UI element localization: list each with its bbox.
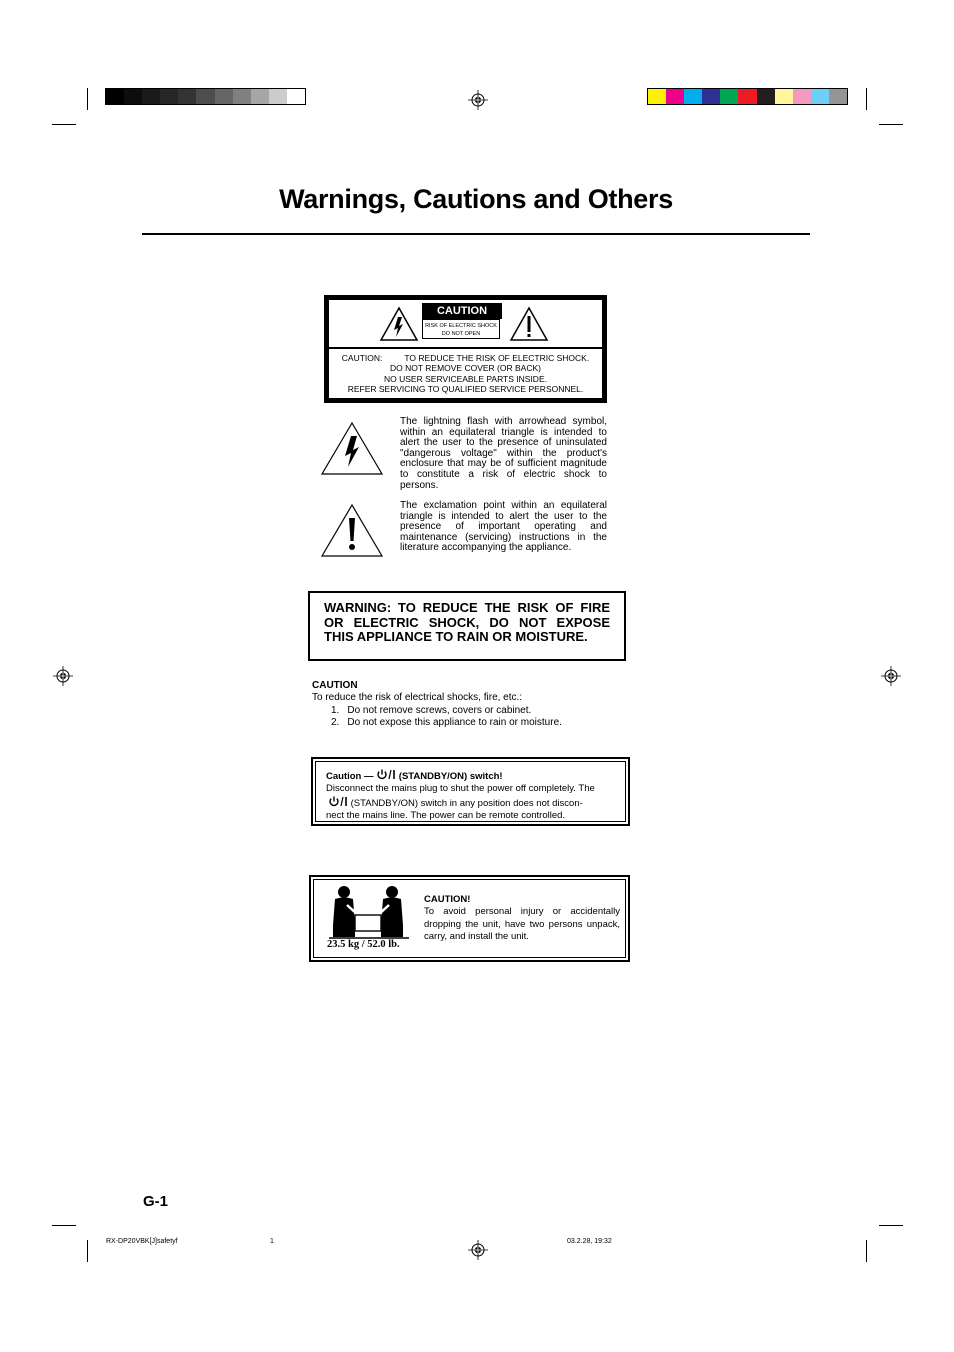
color-swatch (757, 89, 775, 104)
caution-prefix: CAUTION: (341, 353, 383, 363)
caution-section-intro: To reduce the risk of electrical shocks, fire, etc.: (312, 692, 523, 703)
color-swatch (720, 89, 738, 104)
lifting-caution-box (309, 875, 630, 962)
lightning-triangle-icon (320, 420, 384, 476)
registration-target-icon (881, 666, 901, 686)
color-swatch (269, 89, 287, 104)
caution-line-4: REFER SERVICING TO QUALIFIED SERVICE PERSONNEL. (347, 383, 584, 394)
color-swatch (106, 89, 124, 104)
lifting-text: To avoid personal injury or accidentally dropping the unit, have two persons unpack, carry, and install the unit. (424, 906, 620, 942)
color-swatch (738, 89, 756, 104)
standby-line-1: Disconnect the mains plug to shut the power off completely. The (326, 783, 595, 795)
caution-line-3: NO USER SERVICEABLE PARTS INSIDE. (384, 373, 547, 384)
caution-label-box (324, 295, 607, 403)
caution-list-item (331, 717, 562, 729)
two-person-lift-icon (327, 885, 411, 941)
color-swatch (811, 89, 829, 104)
footer-filename: RX-DP20VBK[J]safetyf (106, 1238, 178, 1245)
standby-caution-box (311, 757, 630, 826)
caution-list-item (331, 705, 531, 717)
color-swatch (251, 89, 269, 104)
power-standby-icon (376, 769, 396, 780)
standby-text (326, 769, 616, 822)
caution-line-1 (329, 353, 602, 363)
registration-target-icon (468, 90, 488, 110)
exclamation-explanation: The exclamation point within an equilateral triangle is intended to alert the user to the presence of important operating and maintenance (servicing) instructions in the literature accompanying the appliance. (400, 500, 607, 554)
weight-label: 23.5 kg / 52.0 lb. (327, 939, 400, 950)
caution-section-heading: CAUTION (312, 680, 358, 691)
registration-target-icon (468, 1240, 488, 1260)
color-swatch (215, 89, 233, 104)
caution-heading: CAUTION (422, 303, 502, 319)
list-number: 2. (331, 717, 340, 728)
standby-line-3: nect the mains line. The power can be remote controlled. (326, 809, 566, 821)
standby-line-2-text: (STANDBY/ON) switch in any position does not discon- (350, 797, 583, 809)
color-swatch (648, 89, 666, 104)
risk-of-shock-label (422, 319, 500, 339)
list-text: Do not expose this appliance to rain or moisture. (347, 717, 562, 728)
gray-calibration-bar (105, 88, 306, 105)
color-swatch (829, 89, 847, 104)
risk-line: RISK OF ELECTRIC SHOCK (425, 323, 497, 329)
page-number: G-1 (143, 1193, 169, 1210)
color-swatch (666, 89, 684, 104)
lifting-text-block (424, 894, 620, 943)
color-calibration-bar (647, 88, 848, 105)
color-swatch (775, 89, 793, 104)
registration-target-icon (53, 666, 73, 686)
color-swatch (178, 89, 196, 104)
title-rule (142, 233, 810, 235)
color-swatch (793, 89, 811, 104)
caution-label-top (329, 300, 602, 349)
standby-line-2 (326, 796, 616, 810)
footer-date: 03.2.28, 19:32 (567, 1238, 612, 1245)
list-text: Do not remove screws, covers or cabinet. (347, 705, 532, 716)
list-number: 1. (331, 705, 340, 716)
power-standby-icon (328, 796, 348, 807)
color-swatch (142, 89, 160, 104)
color-swatch (233, 89, 251, 104)
color-swatch (124, 89, 142, 104)
standby-heading (326, 769, 616, 783)
caution-line-1-text: TO REDUCE THE RISK OF ELECTRIC SHOCK. (404, 353, 590, 363)
standby-heading-suffix: (STANDBY/ON) switch! (398, 771, 503, 782)
caution-line-2: DO NOT REMOVE COVER (OR BACK) (390, 363, 541, 374)
standby-heading-prefix: Caution — (326, 771, 374, 782)
page-title: Warnings, Cautions and Others (279, 184, 673, 214)
lifting-heading: CAUTION! (424, 894, 471, 905)
lightning-explanation: The lightning flash with arrowhead symbol, within an equilateral triangle is intended to alert the user to the presence of uninsulated "dangerous voltage" within the product's enclosure that may be of sufficient magnitude to constitute a risk of electric shock to persons. (400, 416, 607, 491)
color-swatch (160, 89, 178, 104)
lightning-triangle-icon (379, 306, 419, 342)
color-swatch (287, 89, 305, 104)
exclamation-triangle-icon (509, 306, 549, 342)
warning-box: WARNING: TO REDUCE THE RISK OF FIRE OR ELECTRIC SHOCK, DO NOT EXPOSE THIS APPLIANCE TO RAIN OR MOISTURE. (308, 591, 626, 661)
color-swatch (702, 89, 720, 104)
do-not-open-line: DO NOT OPEN (441, 331, 481, 337)
caution-label-text (329, 349, 602, 398)
color-swatch (196, 89, 214, 104)
exclamation-triangle-icon (320, 502, 384, 558)
color-swatch (684, 89, 702, 104)
footer-page: 1 (270, 1238, 274, 1245)
